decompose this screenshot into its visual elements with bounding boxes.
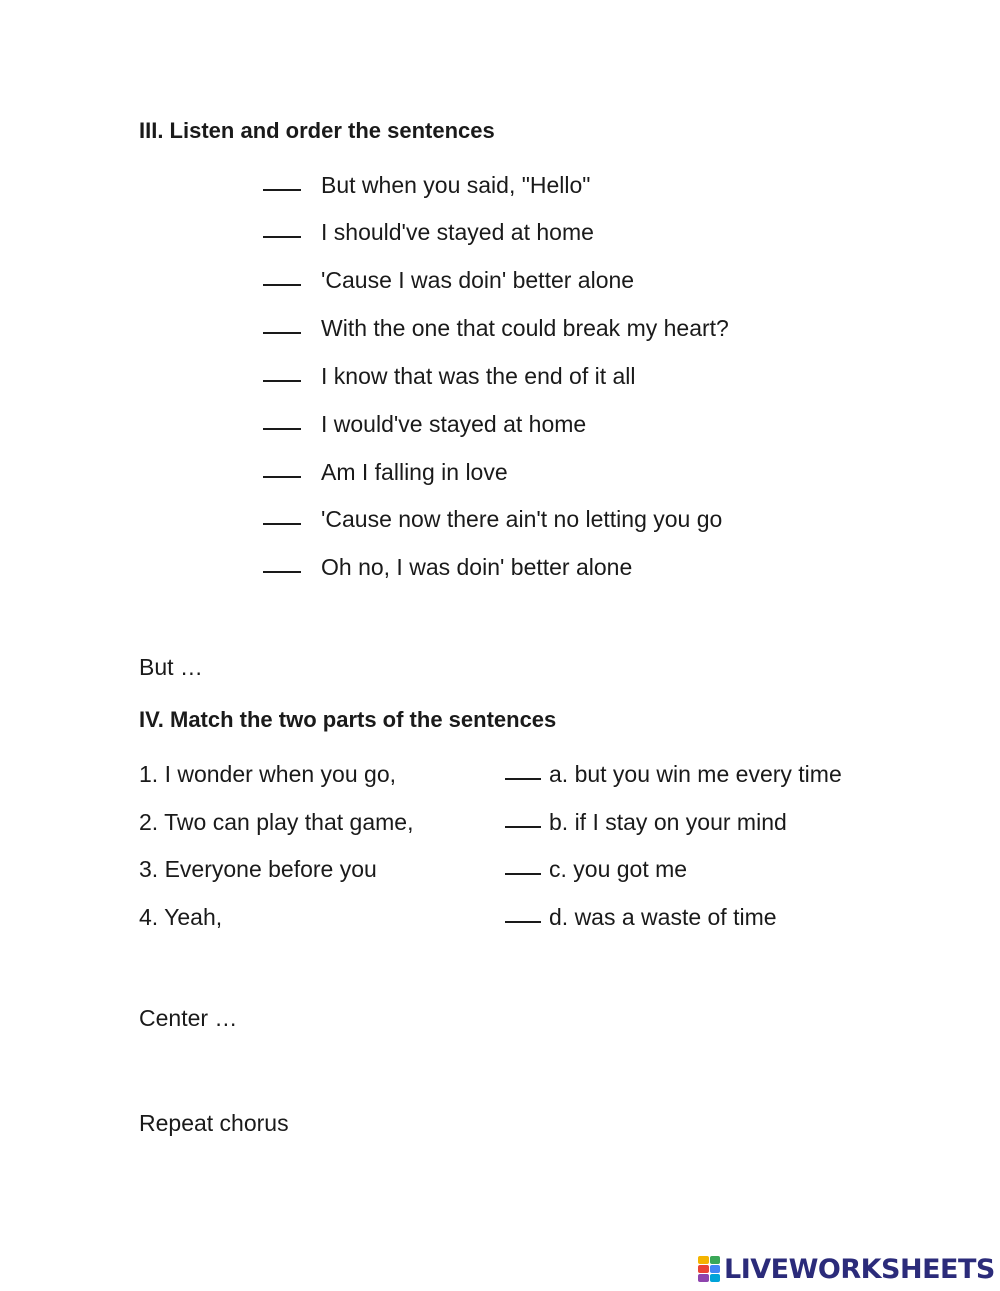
match-left-item: 1. I wonder when you go,	[139, 761, 396, 787]
order-item-text: I would've stayed at home	[321, 411, 587, 437]
order-item-text: But when you said, "Hello"	[321, 172, 591, 198]
match-right-text: a. but you win me every time	[549, 761, 842, 787]
match-right-item	[505, 902, 777, 932]
order-item	[263, 457, 508, 487]
match-blank[interactable]	[505, 758, 541, 780]
order-item	[263, 552, 632, 582]
center-line: Center …	[139, 1005, 238, 1031]
section-3-title: III. Listen and order the sentences	[139, 118, 495, 143]
logo-cell	[698, 1256, 709, 1264]
order-item-text: 'Cause now there ain't no letting you go	[321, 506, 723, 532]
brand-name: LIVEWORKSHEETS	[724, 1253, 995, 1285]
order-item-text: I should've stayed at home	[321, 219, 594, 245]
answer-blank[interactable]	[263, 312, 301, 334]
answer-blank[interactable]	[263, 264, 301, 286]
logo-cell	[710, 1274, 721, 1282]
match-left-item: 2. Two can play that game,	[139, 809, 414, 835]
liveworksheets-logo-icon	[698, 1256, 720, 1282]
answer-blank[interactable]	[263, 169, 301, 191]
answer-blank[interactable]	[263, 360, 301, 382]
match-right-item	[505, 854, 687, 884]
order-item	[263, 409, 586, 439]
match-right-item	[505, 759, 842, 789]
order-item-text: Oh no, I was doin' better alone	[321, 554, 633, 580]
order-item-text: With the one that could break my heart?	[321, 315, 729, 341]
logo-cell	[698, 1265, 709, 1273]
repeat-chorus-line: Repeat chorus	[139, 1110, 289, 1136]
match-blank[interactable]	[505, 853, 541, 875]
match-blank[interactable]	[505, 806, 541, 828]
order-item-text: Am I falling in love	[321, 459, 508, 485]
but-line: But …	[139, 654, 203, 680]
match-left-item: 3. Everyone before you	[139, 856, 377, 882]
match-right-text: b. if I stay on your mind	[549, 809, 787, 835]
order-item	[263, 265, 634, 295]
order-item-text: I know that was the end of it all	[321, 363, 636, 389]
answer-blank[interactable]	[263, 551, 301, 573]
match-right-text: d. was a waste of time	[549, 904, 777, 930]
order-item	[263, 217, 594, 247]
answer-blank[interactable]	[263, 216, 301, 238]
order-item	[263, 504, 722, 534]
liveworksheets-brand	[698, 1253, 995, 1285]
order-item	[263, 313, 729, 343]
match-right-item	[505, 807, 787, 837]
logo-cell	[710, 1265, 721, 1273]
answer-blank[interactable]	[263, 456, 301, 478]
answer-blank[interactable]	[263, 408, 301, 430]
order-item-text: 'Cause I was doin' better alone	[321, 267, 635, 293]
match-left-item: 4. Yeah,	[139, 904, 223, 930]
logo-cell	[710, 1256, 721, 1264]
answer-blank[interactable]	[263, 503, 301, 525]
order-item	[263, 170, 590, 200]
match-blank[interactable]	[505, 901, 541, 923]
section-4-title: IV. Match the two parts of the sentences	[139, 707, 557, 732]
logo-cell	[698, 1274, 709, 1282]
order-item	[263, 361, 636, 391]
match-right-text: c. you got me	[549, 856, 688, 882]
